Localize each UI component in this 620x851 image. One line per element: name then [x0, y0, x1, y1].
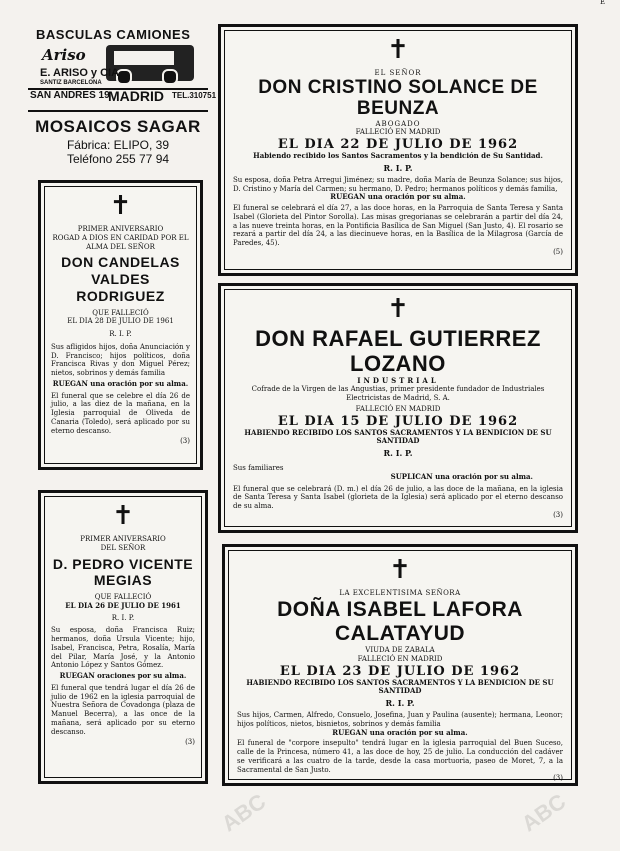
deceased-name: D. PEDRO VICENTE MEGIAS [52, 555, 194, 589]
sacraments-text: HABIENDO RECIBIDO LOS SANTOS SACRAMENTOS Y LA BENDICION DE SU SANTIDAD [244, 427, 552, 446]
basculas-heading: BASCULAS CAMIONES [36, 27, 191, 42]
funeral-text: El funeral que se celebre el día 26 de julio, a las diez de la mañana, en la Iglesia parroquial de Oliveda de Canaria (Toledo), será aplicado por su eterno descanso. [51, 391, 190, 435]
deceased-title: VIUDA DE ZABALA [365, 646, 435, 655]
mosaicos-line1: Fábrica: ELIPO, 39 [66, 138, 170, 152]
cross-icon: ✝ [389, 555, 411, 585]
funeral-text: El funeral que se celebrará (D. m.) el día 26 de julio, a las doce de la mañana, en la iglesia de Santa Teresa y Santa Isabel (glorieta de la Iglesia) será aplicado por el eterno descanso de su alma. [233, 484, 563, 511]
notice-ref: (3) [185, 738, 195, 747]
watermark: ABC [216, 788, 271, 837]
funeral-text: El funeral se celebrará el día 27, a las doce horas, en la Parroquia de Santa Teresa y Santa Isabel (Glorieta del Pintor Sorolla). Las misas gregorianas se celebrarán a partir del día 24, a las nueve treinta horas, en la Pontificia Basílica de San Miguel (San Justo, 4). El rosario se rezará a partir del día 24, a las diecinueve horas, en la Basílica de la Milagrosa (García de Paredes, 45). [233, 204, 563, 248]
notice-ref: (3) [553, 510, 563, 519]
basculas-city: MADRID [108, 88, 164, 104]
ruegan-text: RUEGAN una oración por su alma. [52, 378, 189, 388]
notice-heading: LA EXCELENTISIMA SEÑORA [339, 589, 461, 597]
notice-ref: (5) [553, 247, 563, 256]
death-date: EL DIA 23 DE JULIO DE 1962 [279, 663, 521, 679]
notice-heading: EL SEÑOR [374, 69, 422, 77]
deceased-name: DON CANDELAS VALDES RODRIGUEZ [61, 254, 180, 304]
notice-lafora [222, 544, 578, 786]
notice-heading: PRIMER ANIVERSARIO [77, 225, 164, 233]
funeral-text: El funeral que tendrá lugar el día 26 de julio de 1962 en la iglesia parroquial de Nuestra Señora de Covadonga (plaza de Manuel Becerra), a las once de la mañana, será aplicado por su eterno descanso. [51, 683, 195, 736]
family-text: Su esposa, doña Petra Arregui Jiménez; su madre, doña María de Beunza Solance; sus hijos, D. Cristino y María del Carmen; su hermano, D. Pedro; hermanos políticos y demás familia, [233, 175, 563, 193]
ruegan-text: SUPLICAN una oración por su alma. [390, 471, 533, 481]
basculas-address: SAN ANDRES 19 [30, 90, 110, 101]
family-text: Su esposa, doña Francisca Ruiz; hermanos, doña Ursula Vicente; hijo, Isabel, Francisca, Petra, Rosalía, María del Pilar, María José, y la Antonio Antonio López y Santos Gómez. [51, 626, 195, 670]
died-label: QUE FALLECIÓ [92, 308, 149, 317]
notice-gutierrez [218, 283, 578, 533]
notice-ref: (3) [180, 437, 190, 446]
sacraments-text: HABIENDO RECIBIDO LOS SANTOS SACRAMENTOS Y LA BENDICION DE SU SANTIDAD [246, 677, 554, 696]
death-date: EL DIA 15 DE JULIO DE 1962 [277, 413, 519, 429]
funeral-text: El funeral de "corpore insepulto" tendrá lugar en la iglesia parroquial del Buen Suceso, calle de la Princesa, número 41, a las doce de hoy, 25 de julio. La conducción del cadáver se verificará a las cuatro de la tarde, desde la casa mortuoria, paseo de Moret, 7, a la Sacramental de San Justo. [237, 739, 563, 774]
truck-image [106, 45, 194, 81]
died-label: FALLECIÓ EN MADRID [355, 128, 441, 137]
basculas-company: E. ARISO y CIA [40, 67, 120, 79]
notice-solance [218, 24, 578, 276]
death-date: EL DIA 28 DE JULIO DE 1961 [67, 317, 174, 326]
page-marker: E [600, 0, 606, 6]
died-label: QUE FALLECIÓ [94, 593, 152, 602]
death-date: EL DIA 22 DE JULIO DE 1962 [277, 137, 519, 153]
deceased-desc: Cofrade de la Virgen de las Angustias, primer presidente fundador de Industriales Electricistas de Madrid, S. A. [251, 385, 545, 403]
ruegan-text: RUEGAN una oración por su alma. [332, 727, 468, 737]
basculas-brand: Ariso [42, 46, 86, 64]
notice-megias [38, 490, 208, 784]
ruegan-text: RUEGAN oraciones por su alma. [59, 671, 187, 681]
notice-ref: (3) [553, 774, 563, 783]
notice-heading: PRIMER ANIVERSARIO [80, 535, 166, 543]
cross-icon: ✝ [387, 35, 409, 65]
basculas-sub: SANTIZ BARCELONA [40, 80, 102, 86]
rip: R. I. P. [383, 162, 413, 173]
family-text: Sus afligidos hijos, doña Anunciación y D. Francisco; hijos políticos, doña Francisca Rivas y don Miguel Pérez; nietos, sobrinos y demás familia [51, 342, 190, 378]
deceased-name: DOÑA ISABEL LAFORA CALATAYUD [277, 597, 523, 645]
notice-subheading: DEL SEÑOR [100, 543, 146, 552]
died-label: FALLECIÓ EN MADRID [357, 654, 443, 663]
deceased-name: DON CRISTINO SOLANCE DE BEUNZA [258, 76, 538, 119]
rip: R. I. P. [383, 448, 413, 459]
cross-icon: ✝ [109, 191, 132, 221]
family-text: Sus hijos, Carmen, Alfredo, Consuelo, Josefina, Juan y Paulina (ausente); hermana, Leonor; hijos políticos, nietos, bisnietos, sobrinos y demás familia [237, 711, 563, 728]
deceased-name: DON RAFAEL GUTIERREZ LOZANO [255, 326, 541, 377]
family-text: Sus familiares [233, 464, 284, 473]
basculas-ad [28, 24, 217, 106]
cross-icon: ✝ [387, 294, 409, 324]
mosaicos-ad [28, 110, 208, 170]
deceased-title: ABOGADO [375, 119, 421, 128]
cross-icon: ✝ [112, 501, 134, 531]
notice-subheading: ROGAD A DIOS EN CARIDAD POR EL ALMA DEL SEÑOR [52, 233, 189, 251]
ruegan-text: RUEGAN una oración por su alma. [330, 192, 466, 202]
rip: R. I. P. [385, 698, 415, 709]
basculas-tel: TEL.310751 [172, 91, 217, 100]
death-date: EL DIA 26 DE JULIO DE 1961 [65, 600, 181, 610]
rip: R. I. P. [109, 330, 132, 339]
mosaicos-title: MOSAICOS SAGAR [35, 117, 201, 136]
notice-candelas [38, 180, 203, 470]
watermark: ABC [516, 788, 571, 837]
rip: R. I. P. [111, 613, 135, 622]
sacraments-text: Habiendo recibido los Santos Sacramentos y la bendición de Su Santidad. [253, 151, 543, 161]
died-label: FALLECIÓ EN MADRID [355, 404, 441, 413]
mosaicos-line2: Teléfono 255 77 94 [66, 152, 170, 166]
deceased-title: INDUSTRIAL [357, 375, 439, 385]
